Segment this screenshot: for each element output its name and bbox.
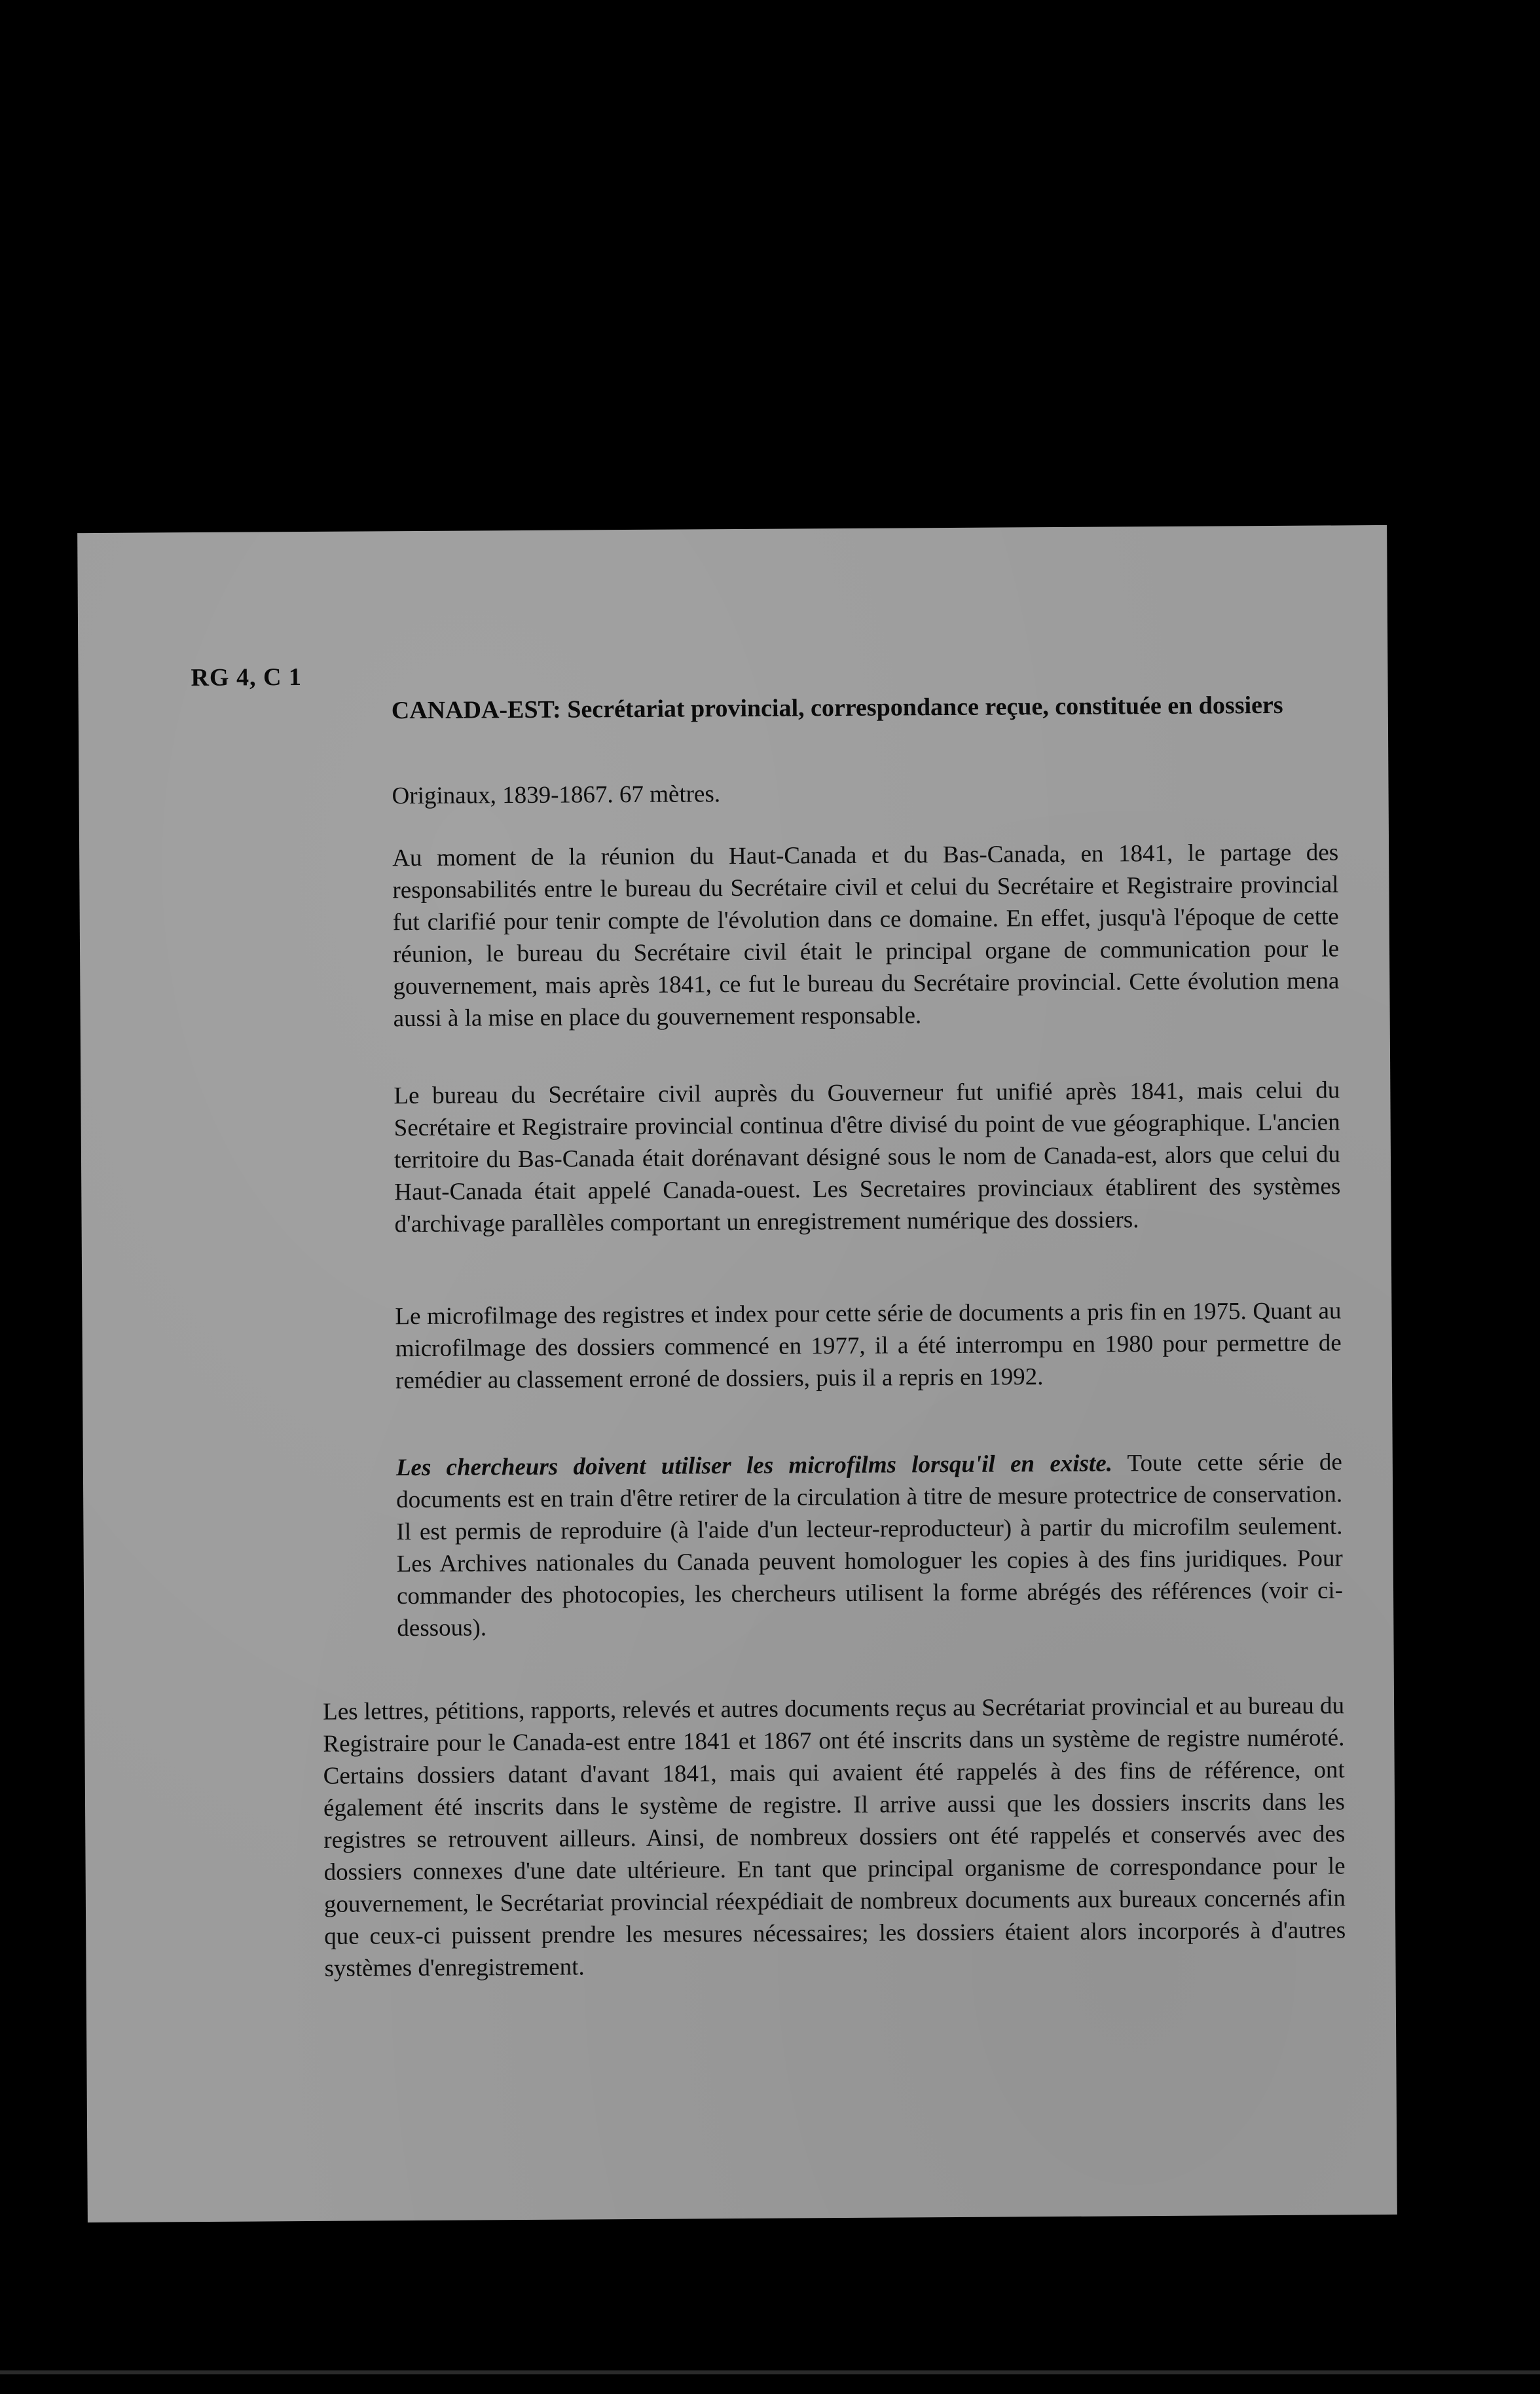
document-title: CANADA-EST: Secrétariat provincial, correspondance reçue, constituée en dossiers (391, 691, 1283, 725)
extent-line: Originaux, 1839-1867. 67 mètres. (392, 781, 721, 810)
scan-border-line (0, 2370, 1540, 2374)
scanned-page (77, 525, 1397, 2222)
paragraph-5: Les lettres, pétitions, rapports, relevés et autres documents reçus au Secrétariat provincial et au bureau du Registraire pour le Canada-est entre 1841 et 1867 ont été inscrits dans un système de registre numéroté. Certains dossiers datant d'avant 1841, mais qui avaient été rappelés à des fins de référence, ont également été inscrits dans le système de registre. Il arrive aussi que les dossiers inscrits dans les registres se retrouvent ailleurs. Ainsi, de nombreux dossiers ont été rappelés et conservés avec des dossiers connexes d'une date ultérieure. En tant que principal organisme de correspondance pour le gouvernement, le Secrétariat provincial réexpédiait de nombreux documents aux bureaux concernés afin que ceux-ci puissent prendre les mesures nécessaires; les dossiers étaient alors incorporés à d'autres systèmes d'enregistrement. (323, 1692, 1346, 1982)
paragraph-4-rest: Toute cette série de documents est en train d'être retirer de la circulation à titre de mesure protectrice de conservation. Il est permis de reproduire (à l'aide d'un lecteur-reproducteur) à partir du microfilm seulement. Les Archives nationales du Canada peuvent homologuer les copies à des fins juridiques. Pour commander des photocopies, les chercheurs utilisent la forme abrégés des références (voir ci-dessous). (396, 1448, 1344, 1642)
paragraph-2: Le bureau du Secrétaire civil auprès du Gouverneur fut unifié après 1841, mais celui du Secrétaire et Registraire provincial continua d'être divisé du point de vue géographique. L'ancien territoire du Bas-Canada était dorénavant désigné sous le nom de Canada-est, alors que celui du Haut-Canada était appelé Canada-ouest. Les Secretaires provinciaux établirent des systèmes d'archivage parallèles comportant un enregistrement numérique des dossiers. (394, 1077, 1341, 1238)
paragraph-4 (396, 1446, 1344, 1644)
paragraph-3: Le microfilmage des registres et index pour cette série de documents a pris fin en 1975. Quant au microfilmage des dossiers commencé en 1977, il a été interrompu en 1980 pour permettre de remédier au classement erroné de dossiers, puis il a repris en 1992. (395, 1297, 1342, 1395)
reference-code: RG 4, C 1 (191, 663, 302, 692)
paragraph-4-lead: Les chercheurs doivent utiliser les microfilms lorsqu'il en existe. (395, 1450, 1113, 1482)
paragraph-1: Au moment de la réunion du Haut-Canada et du Bas-Canada, en 1841, le partage des responsabilités entre le bureau du Secrétaire civil et celui du Secrétaire et Registraire provincial fut clarifié pour tenir compte de l'évolution dans ce domaine. En effet, jusqu'à l'époque de cette réunion, le bureau du Secrétaire civil était le principal organe de communication pour le gouvernement, mais après 1841, ce fut le bureau du Secrétaire provincial. Cette évolution mena aussi à la mise en place du gouvernement responsable. (392, 839, 1340, 1033)
